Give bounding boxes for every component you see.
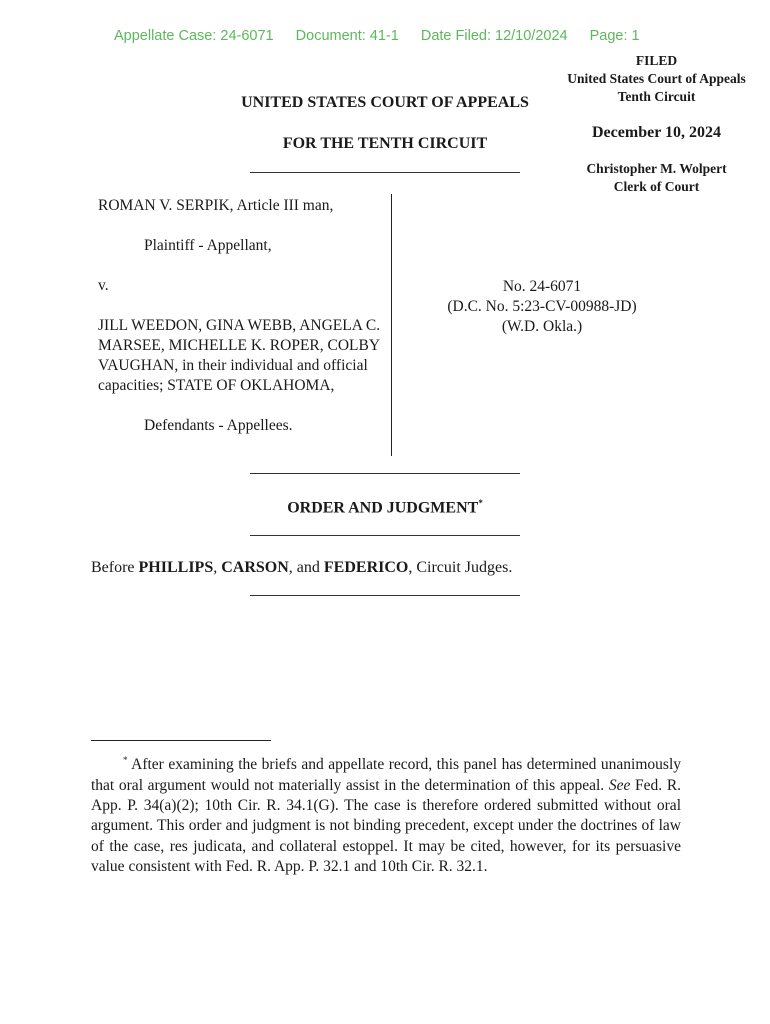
versus: v. [98,277,109,294]
stamp-clerk-name: Christopher M. Wolpert [586,161,727,176]
judge-phillips: PHILLIPS [138,559,214,576]
divider [250,535,520,536]
separator: , [213,559,218,576]
footnote [91,750,681,878]
header-case: Appellate Case: 24-6071 [114,28,274,44]
stamp-clerk-title: Clerk of Court [613,179,700,194]
stamp-filed: FILED [635,53,678,68]
header-document: Document: 41-1 [295,28,399,44]
case-number: No. 24-6071 [502,278,582,295]
district-case-number: (D.C. No. 5:23-CV-00988-JD) [447,298,637,315]
stamp-court: United States Court of Appeals [567,71,746,86]
case-numbers [392,277,692,337]
case-caption-parties [98,196,388,436]
judge-federico: FEDERICO [323,559,409,576]
panel-line [91,559,512,577]
document-header [114,28,658,44]
header-page: Page: 1 [589,28,640,44]
footnote-rule [91,740,271,741]
footnote-text-a: After examining the briefs and appellate record, this panel has determined unanimously that oral argument would not materially assist in the determination of this appeal. [91,756,681,794]
footnote-see: See [608,776,631,794]
panel-suffix: , Circuit Judges. [408,559,513,576]
order-title-text: ORDER AND JUDGMENT [287,499,479,517]
stamp-circuit: Tenth Circuit [617,89,696,104]
separator: , and [288,559,320,576]
footnote-marker: * [123,755,128,765]
divider [250,595,520,596]
district-court: (W.D. Okla.) [501,318,583,335]
defendant-names: JILL WEEDON, GINA WEBB, ANGELA C. MARSEE, MICHELLE K. ROPER, COLBY VAUGHAN, in their individual and official capacities; STATE OF OKLAHOMA, [98,317,381,394]
divider [250,473,520,474]
judge-carson: CARSON [221,559,289,576]
footnote-text-b: Fed. R. App. P. 34(a)(2); 10th Cir. R. 34.1(G). The case is therefore ordered submitted without oral argument. This order and judgment is not binding precedent, except under the doctrines of law of the case, res judicata, and collateral estoppel. It may be cited, however, for its persuasive value consistent with Fed. R. App. P. 32.1 and 10th Cir. R. 32.1. [91,776,682,876]
plaintiff-name: ROMAN V. SERPIK, Article III man, [98,197,334,214]
defendant-role: Defendants - Appellees. [144,417,293,434]
footnote-marker: * [478,498,483,508]
court-circuit: FOR THE TENTH CIRCUIT [282,135,488,152]
court-name: UNITED STATES COURT OF APPEALS [241,94,529,111]
header-date-filed: Date Filed: 12/10/2024 [420,28,568,44]
stamp-date: December 10, 2024 [592,124,721,141]
filed-stamp [549,52,764,196]
plaintiff-role: Plaintiff - Appellant, [144,237,272,254]
divider [250,172,520,173]
order-title [0,498,770,517]
before-label: Before [91,559,135,576]
